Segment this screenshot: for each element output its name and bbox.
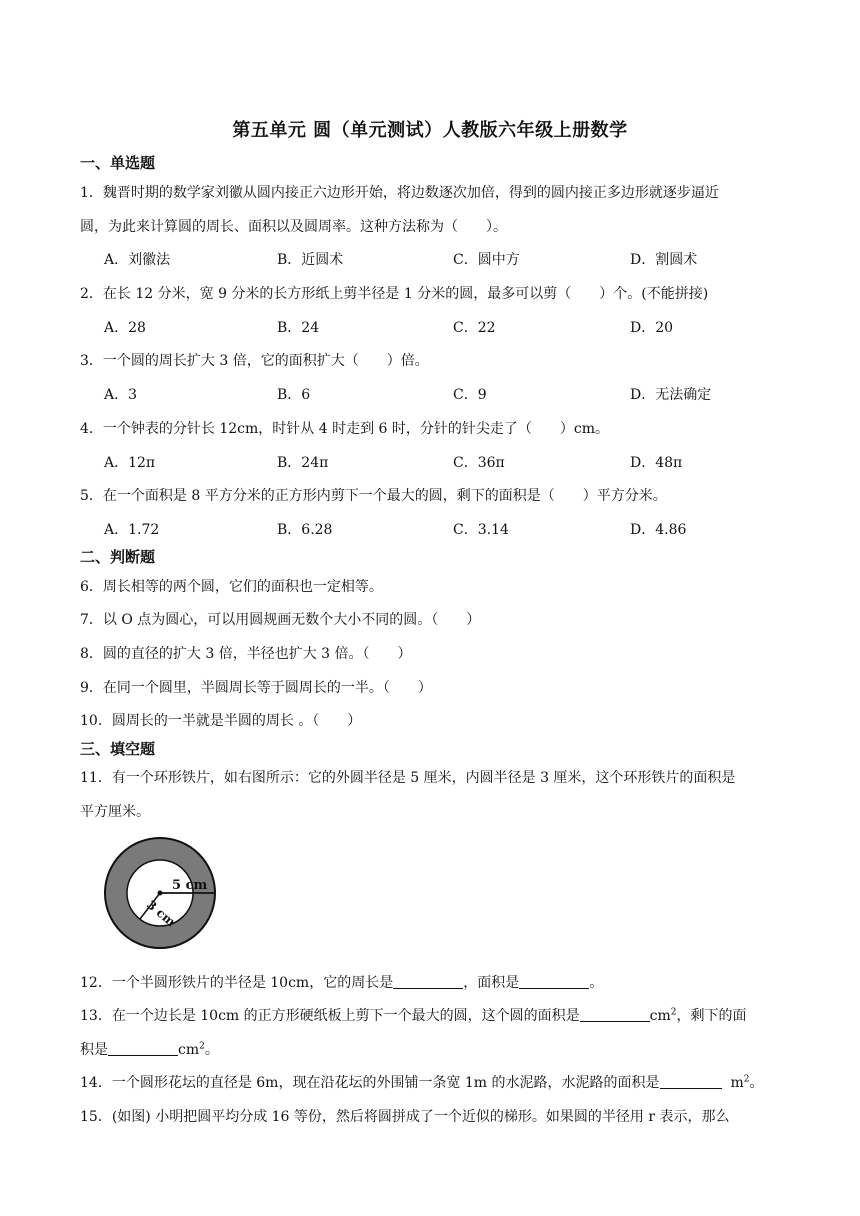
question-11-line-2: 平方厘米。 [80, 804, 150, 820]
q13-unit-2-sup: 2 [199, 1041, 205, 1052]
question-6: 6．周长相等的两个圆，它们的面积也一定相等。 [80, 579, 383, 595]
question-7: 7．以 O 点为圆心，可以用圆规画无数个大小不同的圆。（ ） [80, 612, 481, 628]
question-12 [80, 972, 603, 992]
q1-option-c: C．圆中方 [453, 252, 520, 268]
q2-option-d: D．20 [630, 320, 674, 336]
question-14 [80, 1072, 763, 1092]
q5-option-a: A．1.72 [104, 522, 160, 538]
q3-option-d: D．无法确定 [630, 387, 712, 403]
q5-option-b: B．6.28 [277, 522, 333, 538]
section-heading-true-false: 二、判断题 [80, 548, 156, 566]
q13-text-f: 。 [204, 1042, 219, 1058]
q4-option-d: D．48π [630, 455, 683, 471]
q13-text-a: 13．在一个边长是 10cm 的正方形硬纸板上剪下一个最大的圆，这个圆的面积是 [80, 1008, 580, 1024]
q3-option-c: C．9 [453, 387, 487, 403]
q12-text-c: 。 [589, 975, 604, 991]
inner-radius-label: 3 cm [144, 897, 178, 930]
q12-blank-area[interactable] [519, 974, 589, 989]
q14-unit: m [730, 1075, 744, 1091]
question-4: 4．一个钟表的分针长 12cm，时针从 4 时走到 6 时，分针的针尖走了（ ）cm。 [80, 421, 610, 437]
q5-option-d: D．4.86 [630, 522, 687, 538]
question-5: 5．在一个面积是 8 平方分米的正方形内剪下一个最大的圆，剩下的面积是（ ）平方分米。 [80, 488, 667, 504]
q14-text-c: 。 [749, 1075, 764, 1091]
q3-option-b: B．6 [277, 387, 311, 403]
q12-blank-perimeter[interactable] [393, 974, 463, 989]
question-15: 15．(如图) 小明把圆平均分成 16 等份，然后将圆拼成了一个近似的梯形。如果圆的半径用 r 表示，那么 [80, 1109, 730, 1125]
q13-blank-remaining-area[interactable] [108, 1041, 178, 1056]
q14-unit-sup: 2 [743, 1074, 750, 1085]
question-13-line-2 [80, 1039, 219, 1059]
question-1-line-2: 圆，为此来计算圆的周长、面积以及圆周率。这种方法称为（ ）。 [80, 219, 507, 235]
q2-option-c: C．22 [453, 320, 496, 336]
q4-option-c: C．36π [453, 455, 505, 471]
q4-option-a: A．12π [104, 455, 156, 471]
q2-option-b: B．24 [277, 320, 320, 336]
q13-blank-circle-area[interactable] [580, 1007, 650, 1022]
q2-option-a: A．28 [104, 320, 146, 336]
q12-text-a: 12．一个半圆形铁片的半径是 10cm，它的周长是 [80, 975, 394, 991]
q1-option-a: A．刘徽法 [104, 252, 171, 268]
q13-unit-1-sup: 2 [670, 1007, 677, 1018]
question-2: 2．在长 12 分米，宽 9 分米的长方形纸上剪半径是 1 分米的圆，最多可以剪（ ）个。(不能拼接) [80, 286, 709, 302]
q14-blank-road-area[interactable] [660, 1074, 722, 1089]
q1-option-b: B．近圆术 [277, 252, 344, 268]
q13-text-c: ，剩下的面 [676, 1008, 747, 1024]
question-8: 8．圆的直径的扩大 3 倍，半径也扩大 3 倍。（ ） [80, 646, 412, 662]
question-3: 3．一个圆的周长扩大 3 倍，它的面积扩大（ ）倍。 [80, 353, 429, 369]
page-title: 第五单元 圆（单元测试）人教版六年级上册数学 [232, 120, 628, 141]
q4-option-b: B．24π [277, 455, 329, 471]
ring-figure [102, 834, 222, 954]
question-1-line-1: 1．魏晋时期的数学家刘徽从圆内接正六边形开始，将边数逐次加倍，得到的圆内接正多边形就逐步逼近 [80, 185, 719, 201]
q13-unit-2: cm [178, 1042, 200, 1058]
q13-text-d: 积是 [80, 1042, 108, 1058]
question-13-line-1 [80, 1005, 747, 1025]
q14-text-a: 14．一个圆形花坛的直径是 6m，现在沿花坛的外围铺一条宽 1m 的水泥路，水泥路的面积是 [80, 1075, 660, 1091]
question-9: 9．在同一个圆里，半圆周长等于圆周长的一半。（ ） [80, 680, 432, 696]
section-heading-single-choice: 一、单选题 [80, 154, 156, 172]
section-heading-fill-blank: 三、填空题 [80, 740, 156, 758]
q1-option-d: D．割圆术 [630, 252, 698, 268]
question-10: 10．圆周长的一半就是半圆的周长 。（ ） [80, 713, 362, 729]
question-11-line-1: 11．有一个环形铁片，如右图所示：它的外圆半径是 5 厘米，内圆半径是 3 厘米，这个环形铁片的面积是 [80, 770, 736, 786]
q5-option-c: C．3.14 [453, 522, 509, 538]
outer-radius-label: 5 cm [172, 878, 208, 893]
q13-unit-1: cm [649, 1008, 671, 1024]
q12-text-b: ，面积是 [463, 975, 520, 991]
center-dot [158, 891, 163, 896]
q3-option-a: A．3 [104, 387, 138, 403]
